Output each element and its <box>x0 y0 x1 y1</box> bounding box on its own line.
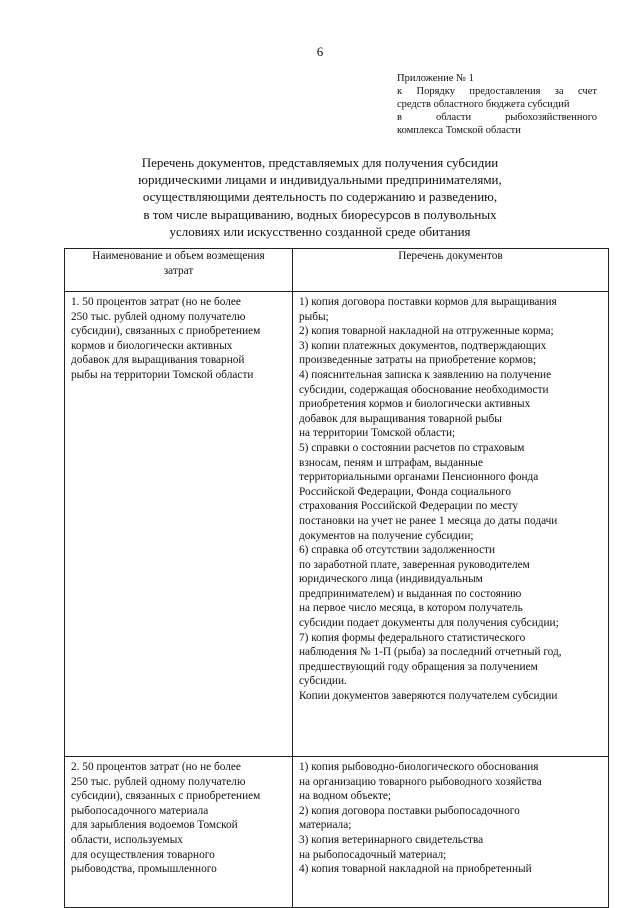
header-line: Перечень документов <box>398 250 503 262</box>
cell-text-line: на рыбопосадочный материал; <box>299 848 447 861</box>
appendix-word: рыбохозяйственного <box>505 112 597 123</box>
cell-text-line: добавок для выращивания товарной рыбы <box>299 412 502 425</box>
cell-text-line: на первое число месяца, в котором получатель <box>299 602 523 615</box>
cell-text-line: Копии документов заверяются получателем субсидии <box>299 690 558 703</box>
header-cell-cost <box>65 249 293 292</box>
cell-text-line: субсидии. <box>299 675 347 688</box>
cell-text-line: кормов и биологически активных <box>71 339 233 352</box>
cell-text-line: 1) копия договора поставки кормов для выращивания <box>299 296 557 308</box>
cell-text-line: добавок для выращивания товарной <box>71 354 245 367</box>
cell-text-line: 7) копия формы федерального статистического <box>299 631 526 644</box>
cell-text-line: субсидии), связанных с приобретением <box>71 325 261 338</box>
cell-text-line: Российской Федерации, Фонда социального <box>299 485 512 498</box>
cell-text-line: 250 тыс. рублей одному получателю <box>71 310 246 323</box>
cell-text-line: для осуществления товарного <box>71 848 215 861</box>
cost-cell <box>65 292 293 757</box>
appendix-word: области <box>435 112 472 123</box>
cell-text-line: 5) справки о состоянии расчетов по страховым <box>299 441 525 454</box>
appendix-word: в <box>397 112 402 123</box>
cell-text-line: предпринимателем) и выданная по состоянию <box>299 587 522 600</box>
cell-text-line: материала; <box>299 819 352 832</box>
cell-text-line: постановки на учет не ранее 1 месяца до даты подачи <box>299 514 558 527</box>
documents-table <box>64 248 609 908</box>
table-row <box>65 292 609 757</box>
appendix-word: Порядку <box>416 86 455 97</box>
cell-text-line: на водном объекте; <box>299 790 392 803</box>
appendix-line: средств областного бюджета субсидий <box>397 99 570 110</box>
cell-text-line: 4) копия товарной накладной на приобретенный <box>299 863 532 876</box>
appendix-line-justified <box>397 111 597 124</box>
cell-text-line: 4) пояснительная записка к заявлению на получение <box>299 368 552 381</box>
header-line: затрат <box>163 264 194 277</box>
appendix-word: за <box>554 86 564 97</box>
header-line: Наименование и объем возмещения <box>92 250 265 262</box>
header-cell-documents <box>293 249 609 292</box>
cell-text-line: 1. 50 процентов затрат (но не более <box>71 296 241 308</box>
cell-text-line: рыбопосадочного материала <box>71 804 209 817</box>
cost-cell <box>65 757 293 908</box>
page-number: 6 <box>316 44 324 59</box>
cell-text-line: 2) копия товарной накладной на отгруженные корма; <box>299 325 554 338</box>
cell-text-line: субсидии подает документы для получения субсидии; <box>299 617 559 630</box>
cell-text-line: произведенные затраты на приобретение кормов; <box>299 354 537 367</box>
document-title <box>80 154 560 240</box>
cell-text-line: области, используемых <box>71 833 183 846</box>
appendix-block <box>397 72 597 137</box>
cell-text-line: рыбоводства, промышленного <box>71 863 217 876</box>
title-line: в том числе выращиванию, водных биоресурсов в полувольных <box>143 206 497 222</box>
title-line: условиях или искусственно созданной среде обитания <box>169 223 471 239</box>
appendix-word: предоставления <box>469 86 541 97</box>
cell-text-line: 250 тыс. рублей одному получателю <box>71 775 246 788</box>
cell-text-line: документов на получение субсидии; <box>299 529 474 542</box>
table-row <box>65 757 609 908</box>
cell-text-line: на территории Томской области; <box>299 427 456 440</box>
cell-text-line: 6) справка об отсутствии задолженности <box>299 544 496 557</box>
title-line: Перечень документов, представляемых для получения субсидии <box>141 155 499 170</box>
cell-text-line: по заработной плате, заверенная руководителем <box>299 558 530 571</box>
title-line: юридическими лицами и индивидуальными предпринимателями, <box>138 172 502 188</box>
cell-text-line: взносам, пеням и штрафам, выданные <box>299 456 483 469</box>
cell-text-line: наблюдения № 1-П (рыба) за последний отчетный год, <box>299 646 562 659</box>
title-line: осуществляющими деятельность по содержанию и разведению, <box>142 189 498 205</box>
cell-text-line: 1) копия рыбоводно-биологического обоснования <box>299 761 539 773</box>
table-header-row <box>65 249 609 292</box>
appendix-title: Приложение № 1 <box>397 73 474 84</box>
cell-text-line: для зарыбления водоемов Томской <box>71 819 238 832</box>
cell-text-line: 3) копии платежных документов, подтверждающих <box>299 339 547 352</box>
appendix-line: комплекса Томской области <box>397 125 521 136</box>
appendix-word: счет <box>577 86 597 97</box>
cell-text-line: субсидии, содержащая обоснование необходимости <box>299 383 549 396</box>
cell-text-line: 2) копия договора поставки рыбопосадочного <box>299 804 520 817</box>
appendix-word: к <box>397 86 403 97</box>
documents-cell <box>293 292 609 757</box>
cell-text-line: 3) копия ветеринарного свидетельства <box>299 833 484 846</box>
cell-text-line: предшествующий году обращения за получением <box>299 660 538 673</box>
cell-text-line: юридического лица (индивидуальным <box>299 573 483 586</box>
cell-text-line: рыбы на территории Томской области <box>71 368 254 381</box>
appendix-line-justified <box>397 85 597 98</box>
cell-text-line: на организацию товарного рыбоводного хозяйства <box>299 775 542 788</box>
documents-cell <box>293 757 609 908</box>
cell-text-line: субсидии), связанных с приобретением <box>71 790 261 803</box>
cell-text-line: 2. 50 процентов затрат (но не более <box>71 761 241 773</box>
cell-text-line: территориальными органами Пенсионного фонда <box>299 471 539 484</box>
cell-text-line: рыбы; <box>299 310 329 323</box>
cell-text-line: приобретения кормов и биологически активных <box>299 398 531 411</box>
cell-text-line: страхования Российской Федерации по месту <box>299 500 519 513</box>
